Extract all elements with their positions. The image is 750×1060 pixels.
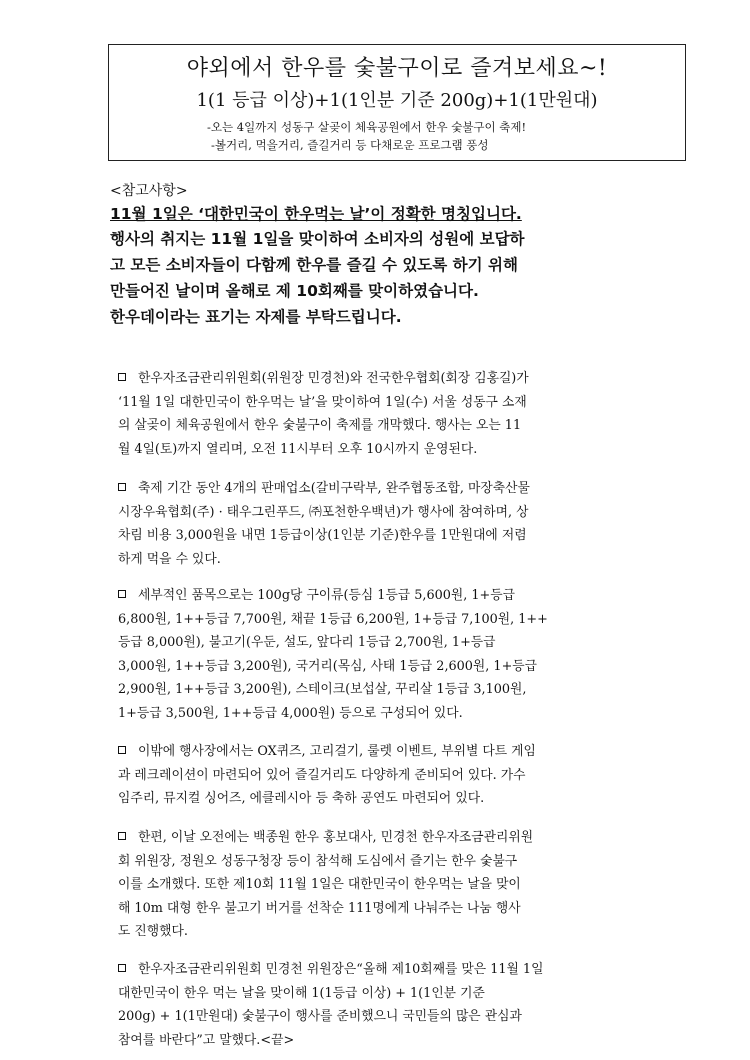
paragraph-line: 대한민국이 한우 먹는 날을 맞이해 1(1등급 이상) + 1(1인분 기준 — [118, 985, 485, 1001]
paragraph-line: 도 진행했다. — [118, 924, 188, 939]
square-bullet-icon — [118, 746, 126, 754]
paragraph-ceremony — [118, 826, 676, 944]
paragraph-line: 200g) + 1(1만원대) 숯불구이 행사를 준비했으니 국민들의 많은 관심과 — [118, 1009, 522, 1024]
subheadline: 1(1 등급 이상)+1(1인분 기준 200g)+1(1만원대) — [196, 90, 598, 111]
paragraph-line: 축제 기간 동안 4개의 판매업소(갈비구락부, 완주협동조합, 마장축산물 — [118, 477, 676, 501]
paragraph-line: 등급 8,000원), 불고기(우둔, 설도, 앞다리 1등급 2,700원, 1+등급 — [118, 635, 496, 650]
square-bullet-icon — [118, 373, 126, 381]
square-bullet-icon — [118, 483, 126, 491]
square-bullet-icon — [118, 832, 126, 840]
notes-heading: <참고사항> — [110, 183, 188, 199]
paragraph-line: 의 살곶이 체육공원에서 한우 숯불구이 축제를 개막했다. 행사는 오는 11 — [118, 418, 522, 433]
reference-notes — [110, 180, 670, 330]
paragraph-quote — [118, 958, 676, 1052]
paragraph-line: 한우자조금관리위원회(위원장 민경천)와 전국한우협회(회장 김홍길)가 — [118, 367, 676, 391]
headline: 야외에서 한우를 숯불구이로 즐겨보세요~! — [186, 56, 608, 81]
notes-line: 만들어진 날이며 올해로 제 10회째를 맞이하였습니다. — [110, 282, 479, 300]
square-bullet-icon — [118, 590, 126, 598]
title-bullet: -볼거리, 먹을거리, 즐길거리 등 다채로운 프로그램 풍성 — [211, 138, 489, 152]
title-bullet: -오는 4일까지 성동구 살곶이 체육공원에서 한우 숯불구이 축제! — [207, 120, 527, 134]
notes-line: 고 모든 소비자들이 다함께 한우를 즐길 수 있도록 하기 위해 — [110, 256, 518, 274]
paragraph-line: 과 레크레이션이 마련되어 있어 즐길거리도 다양하게 준비되어 있다. 가수 — [118, 767, 526, 783]
notes-underlined-statement: 11월 1일은 ‘대한민국이 한우먹는 날’이 정확한 명칭입니다. — [110, 205, 522, 223]
paragraph-line: ‘11월 1일 대한민국이 한우먹는 날’을 맞이하여 1일(수) 서울 성동구 소재 — [118, 394, 527, 410]
paragraph-vendors — [118, 477, 676, 571]
paragraph-line: 세부적인 품목으로는 100g당 구이류(등심 1등급 5,600원, 1+등급 — [118, 584, 676, 608]
notes-body — [110, 226, 670, 330]
paragraph-line: 1+등급 3,500원, 1++등급 4,000원) 등으로 구성되어 있다. — [118, 705, 463, 721]
paragraph-line: 임주리, 뮤지컬 싱어즈, 에클레시아 등 축하 공연도 마련되어 있다. — [118, 791, 485, 806]
paragraph-festival-opening — [118, 367, 676, 461]
paragraph-line: 해 10m 대형 한우 불고기 버거를 선착순 111명에게 나눠주는 나눔 행사 — [118, 900, 521, 916]
title-bullets — [207, 118, 685, 154]
paragraph-line: 6,800원, 1++등급 7,700원, 채끝 1등급 6,200원, 1+등급 7,100원, 1++ — [118, 611, 548, 627]
paragraph-line: 시장우육협회(주) · 태우그린푸드, ㈜포천한우백년)가 행사에 참여하며, 상 — [118, 504, 529, 520]
paragraph-line: 2,900원, 1++등급 3,200원), 스테이크(보섭살, 꾸리살 1등급 3,100원, — [118, 682, 527, 697]
paragraph-line: 월 4일(토)까지 열리며, 오전 11시부터 오후 10시까지 운영된다. — [118, 441, 478, 457]
paragraph-line: 이밖에 행사장에서는 OX퀴즈, 고리걸기, 룰렛 이벤트, 부위별 다트 게임 — [118, 740, 676, 764]
paragraph-prices — [118, 584, 676, 725]
paragraph-line: 이를 소개했다. 또한 제10회 11월 1일은 대한민국이 한우먹는 날을 맞이 — [118, 877, 521, 892]
paragraph-line: 3,000원, 1++등급 3,200원), 국거리(목심, 사태 1등급 2,600원, 1+등급 — [118, 658, 538, 674]
paragraph-events — [118, 740, 676, 811]
notes-line: 행사의 취지는 11월 1일을 맞이하여 소비자의 성원에 보답하 — [110, 230, 525, 248]
paragraph-line: 회 위원장, 정원오 성동구청장 등이 참석해 도심에서 즐기는 한우 숯불구 — [118, 853, 518, 869]
title-box — [108, 44, 686, 161]
paragraph-line: 참여를 바란다”고 말했다.<끝> — [118, 1032, 295, 1048]
paragraph-line: 차림 비용 3,000원을 내면 1등급이상(1인분 기준)한우를 1만원대에 저렴 — [118, 528, 527, 543]
paragraph-line: 한편, 이날 오전에는 백종원 한우 홍보대사, 민경천 한우자조금관리위원 — [118, 826, 676, 850]
paragraph-line: 한우자조금관리위원회 민경천 위원장은“올해 제10회째를 맞은 11월 1일 — [118, 958, 676, 982]
paragraph-line: 하게 먹을 수 있다. — [118, 551, 221, 567]
notes-line: 한우데이라는 표기는 자제를 부탁드립니다. — [110, 308, 402, 326]
square-bullet-icon — [118, 964, 126, 972]
